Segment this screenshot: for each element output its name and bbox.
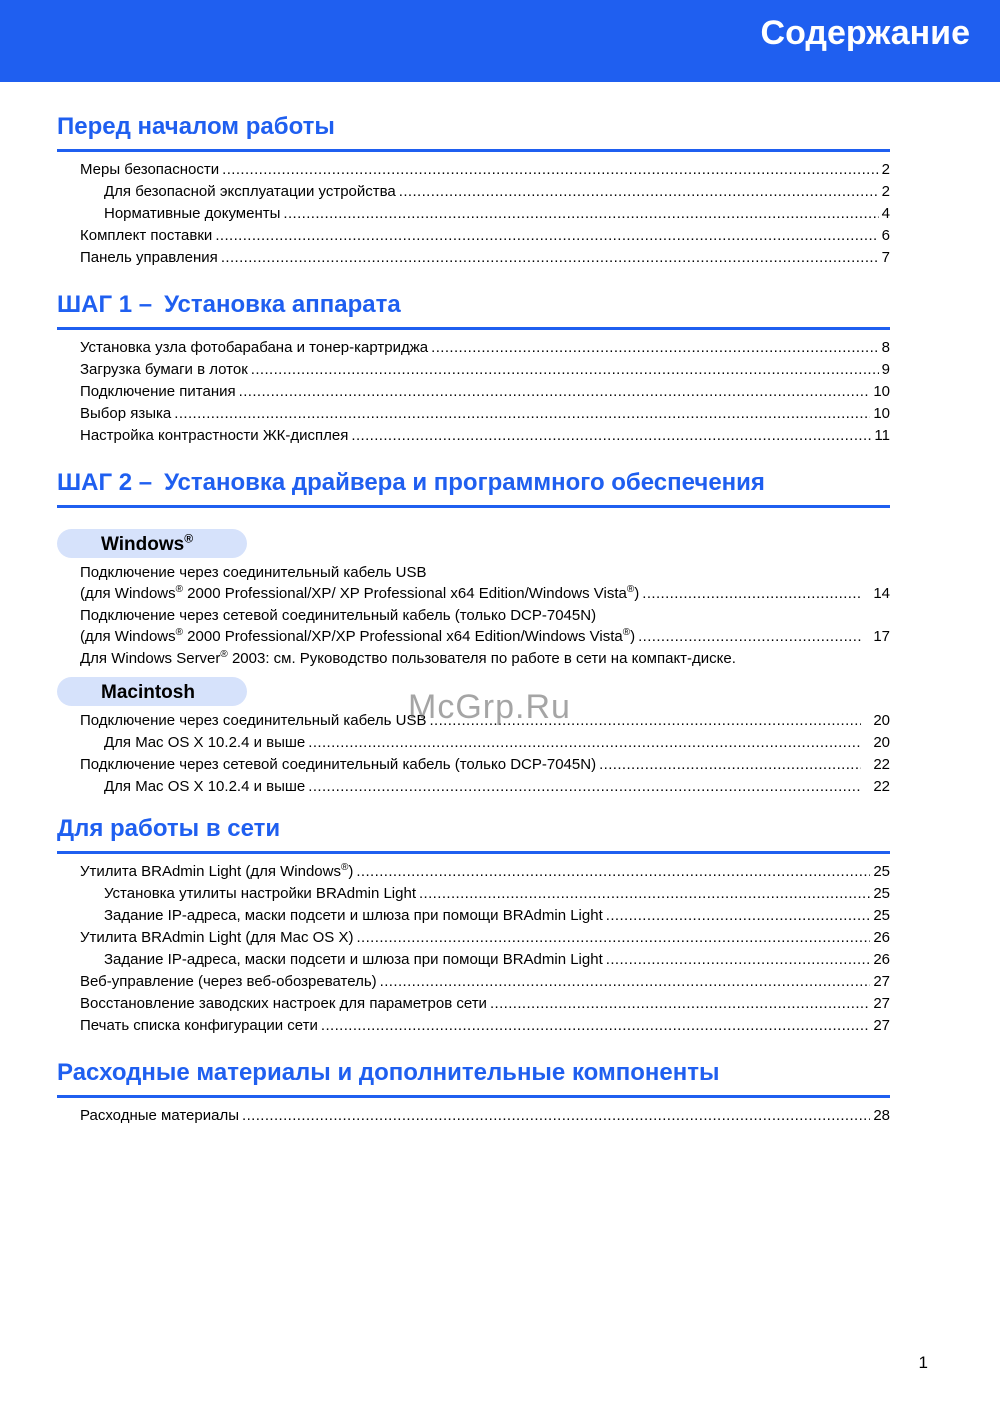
windows-subsection-label bbox=[57, 529, 247, 558]
toc-entry[interactable] bbox=[80, 1015, 890, 1037]
watermark: McGrp.Ru bbox=[408, 688, 571, 726]
dot-leader bbox=[215, 225, 878, 247]
toc-entry[interactable] bbox=[80, 425, 890, 447]
toc-page-number: 22 bbox=[873, 756, 890, 773]
toc-entry-text: Веб-управление (через веб-обозреватель) bbox=[80, 973, 377, 990]
toc-entry-text: Установка узла фотобарабана и тонер-картриджа bbox=[80, 339, 429, 356]
toc-list bbox=[57, 861, 890, 1037]
toc-entry[interactable] bbox=[80, 247, 890, 269]
dot-leader bbox=[606, 905, 871, 927]
toc-page-number: 6 bbox=[881, 227, 890, 244]
dot-leader bbox=[431, 337, 879, 359]
toc-entry[interactable] bbox=[80, 159, 890, 181]
dot-leader bbox=[308, 732, 861, 754]
macintosh-label: Macintosh bbox=[101, 682, 195, 703]
toc-page-number: 20 bbox=[873, 712, 890, 729]
toc-entry-text: Меры безопасности bbox=[80, 161, 220, 178]
section-before-start bbox=[57, 113, 890, 269]
toc-page-number: 27 bbox=[873, 973, 890, 990]
toc-entry-text: Расходные материалы bbox=[80, 1107, 239, 1124]
toc-page-number: 14 bbox=[873, 585, 890, 602]
dot-leader bbox=[642, 583, 861, 605]
section-title: Расходные материалы и дополнительные компоненты bbox=[57, 1059, 720, 1086]
toc-page-number: 20 bbox=[873, 734, 890, 751]
dot-leader bbox=[321, 1015, 870, 1037]
toc-page-number: 11 bbox=[874, 427, 890, 444]
toc-entry-text: Подключение через соединительный кабель USB bbox=[80, 712, 427, 729]
toc-entry-text: Печать списка конфигурации сети bbox=[80, 1017, 318, 1034]
toc-list bbox=[57, 337, 890, 447]
toc-entry[interactable] bbox=[104, 905, 890, 927]
toc-entry[interactable] bbox=[104, 732, 890, 754]
section-title bbox=[57, 291, 890, 325]
step-label: ШАГ 2 – bbox=[57, 469, 153, 496]
dot-leader bbox=[490, 993, 870, 1015]
toc-entry-text: Для безопасной эксплуатации устройства bbox=[104, 183, 396, 200]
step-title: Установка аппарата bbox=[164, 291, 401, 318]
dot-leader bbox=[174, 403, 870, 425]
dot-leader bbox=[239, 381, 871, 403]
dot-leader bbox=[251, 359, 879, 381]
toc-page-number: 27 bbox=[873, 995, 890, 1012]
toc-entry[interactable] bbox=[80, 754, 890, 776]
dot-leader bbox=[283, 203, 878, 225]
toc-page-number: 26 bbox=[873, 929, 890, 946]
toc-entry-line[interactable]: Подключение через сетевой соединительный кабель (только DCP-7045N) bbox=[80, 607, 597, 624]
toc-entry[interactable] bbox=[80, 403, 890, 425]
toc-entry-text: Настройка контрастности ЖК-дисплея bbox=[80, 427, 349, 444]
toc-entry[interactable] bbox=[104, 776, 890, 798]
toc-entry[interactable] bbox=[104, 181, 890, 203]
toc-entry-text: Задание IP-адреса, маски подсети и шлюза при помощи BRAdmin Light bbox=[104, 907, 603, 924]
toc-page-number: 4 bbox=[881, 205, 890, 222]
toc-list bbox=[57, 1105, 890, 1127]
dot-leader bbox=[351, 425, 871, 447]
page-number: 1 bbox=[918, 1353, 928, 1372]
section-network bbox=[57, 815, 890, 1037]
toc-page-number: 7 bbox=[881, 249, 890, 266]
toc-page-number: 25 bbox=[873, 907, 890, 924]
toc-entry[interactable] bbox=[80, 381, 890, 403]
toc-entry[interactable] bbox=[104, 949, 890, 971]
section-rule bbox=[57, 1095, 890, 1098]
dot-leader bbox=[599, 754, 861, 776]
dot-leader bbox=[221, 247, 879, 269]
server-note: Для Windows Server® 2003: см. Руководство пользователя по работе в сети на компакт-диске. bbox=[80, 649, 736, 667]
toc-page-number: 2 bbox=[881, 161, 890, 178]
toc-entry-text: Загрузка бумаги в лоток bbox=[80, 361, 248, 378]
toc-list bbox=[57, 159, 890, 269]
toc-entry[interactable] bbox=[80, 971, 890, 993]
toc-entry[interactable] bbox=[80, 583, 890, 605]
dot-leader bbox=[356, 927, 870, 949]
toc-page-number: 9 bbox=[881, 361, 890, 378]
dot-leader bbox=[399, 181, 879, 203]
toc-page-number: 27 bbox=[873, 1017, 890, 1034]
dot-leader bbox=[419, 883, 870, 905]
toc-entry-text: Установка утилиты настройки BRAdmin Light bbox=[104, 885, 416, 902]
toc-page-number: 10 bbox=[873, 405, 890, 422]
toc-page-number: 8 bbox=[881, 339, 890, 356]
section-title: Для работы в сети bbox=[57, 815, 281, 842]
section-title: Перед началом работы bbox=[57, 113, 335, 140]
section-step-1 bbox=[57, 291, 890, 447]
toc-entry[interactable] bbox=[104, 203, 890, 225]
header-bar bbox=[0, 0, 1000, 82]
step-title: Установка драйвера и программного обеспечения bbox=[164, 469, 765, 496]
toc-entry[interactable] bbox=[80, 225, 890, 247]
section-rule bbox=[57, 851, 890, 854]
toc-entry[interactable] bbox=[80, 861, 890, 883]
toc-page-number: 25 bbox=[873, 885, 890, 902]
section-rule bbox=[57, 149, 890, 152]
toc-entry[interactable] bbox=[80, 359, 890, 381]
toc-entry[interactable] bbox=[80, 626, 890, 648]
toc-entry-text: Восстановление заводских настроек для параметров сети bbox=[80, 995, 487, 1012]
dot-leader bbox=[356, 861, 870, 883]
toc-entry-text: (для Windows® 2000 Professional/XP/ XP Professional x64 Edition/Windows Vista®) bbox=[80, 584, 640, 602]
dot-leader bbox=[380, 971, 871, 993]
step-label: ШАГ 1 – bbox=[57, 291, 153, 318]
toc-entry-text: Панель управления bbox=[80, 249, 218, 266]
section-step-2 bbox=[57, 469, 890, 798]
macintosh-subsection-label bbox=[57, 677, 247, 706]
toc-page-number: 22 bbox=[873, 778, 890, 795]
section-supplies bbox=[57, 1059, 890, 1127]
toc-entry[interactable] bbox=[80, 337, 890, 359]
toc-page-number: 26 bbox=[873, 951, 890, 968]
toc-entry-text: Утилита BRAdmin Light (для Windows®) bbox=[80, 862, 354, 880]
toc-entry-text: Нормативные документы bbox=[104, 205, 281, 222]
toc-entry[interactable] bbox=[80, 993, 890, 1015]
dot-leader bbox=[638, 626, 861, 648]
toc-entry-text: Подключение через сетевой соединительный кабель (только DCP-7045N) bbox=[80, 756, 597, 773]
toc-entry-text: Выбор языка bbox=[80, 405, 172, 422]
toc-entry-text: Подключение питания bbox=[80, 383, 236, 400]
toc-entry-text: Для Mac OS X 10.2.4 и выше bbox=[104, 734, 306, 751]
toc-page-number: 17 bbox=[873, 628, 890, 645]
dot-leader bbox=[308, 776, 861, 798]
toc-entry-text: (для Windows® 2000 Professional/XP/XP Professional x64 Edition/Windows Vista®) bbox=[80, 627, 636, 645]
toc-page-number: 10 bbox=[873, 383, 890, 400]
toc-page-number: 28 bbox=[873, 1107, 890, 1124]
toc-entry-text: Для Mac OS X 10.2.4 и выше bbox=[104, 778, 306, 795]
section-title bbox=[57, 469, 890, 503]
toc-entry[interactable] bbox=[80, 1105, 890, 1127]
toc-page-number: 2 bbox=[881, 183, 890, 200]
registered-mark: ® bbox=[184, 531, 194, 546]
toc-entry[interactable] bbox=[104, 883, 890, 905]
page-title: Содержание bbox=[760, 14, 970, 52]
section-rule bbox=[57, 327, 890, 330]
dot-leader bbox=[222, 159, 879, 181]
dot-leader bbox=[606, 949, 871, 971]
toc-entry-text: Утилита BRAdmin Light (для Mac OS X) bbox=[80, 929, 354, 946]
windows-label: Windows bbox=[101, 534, 185, 555]
toc-page-number: 25 bbox=[873, 863, 890, 880]
dot-leader bbox=[242, 1105, 870, 1127]
toc-entry-text: Задание IP-адреса, маски подсети и шлюза при помощи BRAdmin Light bbox=[104, 951, 603, 968]
toc-entry[interactable] bbox=[80, 927, 890, 949]
toc-entry-line[interactable]: Подключение через соединительный кабель USB bbox=[80, 564, 427, 581]
toc-entry-text: Комплект поставки bbox=[80, 227, 213, 244]
